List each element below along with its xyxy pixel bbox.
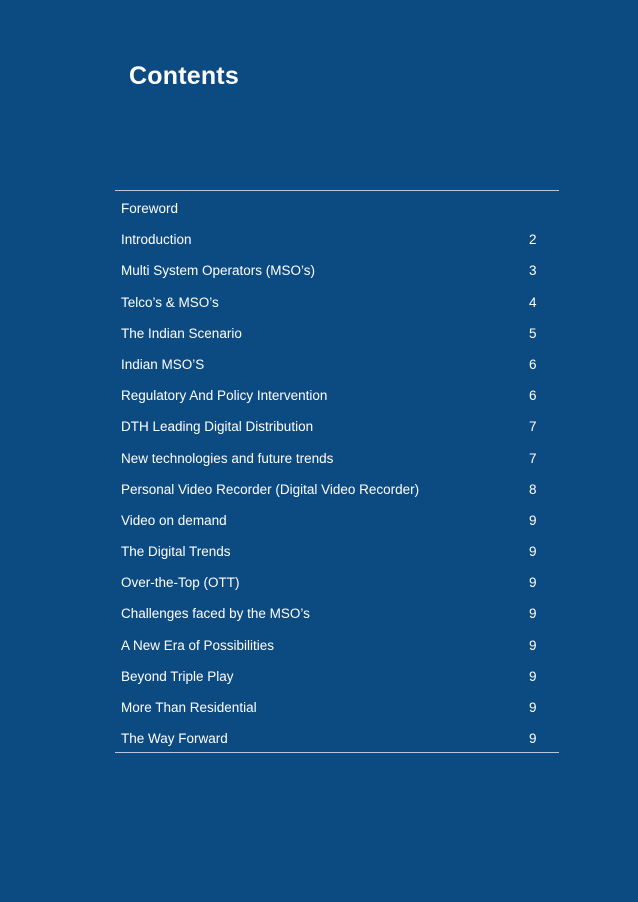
toc-entry-more-than-residential[interactable] — [115, 692, 559, 723]
toc-entry-page: 9 — [529, 512, 537, 528]
toc-entry-digital-trends[interactable] — [115, 536, 559, 567]
toc-entry-title: Regulatory And Policy Intervention — [121, 388, 328, 404]
toc-entry-over-the-top[interactable] — [115, 567, 559, 598]
toc-entry-title: More Than Residential — [121, 700, 257, 715]
toc-entry-beyond-triple-play[interactable] — [115, 661, 559, 692]
toc-entry-indian-scenario[interactable] — [115, 318, 559, 349]
toc-entry-page: 9 — [529, 700, 537, 715]
toc-entry-page: 7 — [529, 450, 537, 466]
table-of-contents — [115, 190, 559, 753]
toc-entry-page: 5 — [529, 325, 537, 341]
toc-entry-title: Personal Video Recorder (Digital Video Recorder) — [121, 481, 420, 497]
page-title: Contents — [129, 62, 239, 90]
toc-entry-page: 9 — [529, 668, 537, 684]
toc-entry-title: Beyond Triple Play — [121, 668, 234, 684]
toc-entry-title: New technologies and future trends — [121, 450, 334, 466]
toc-entry-title: Multi System Operators (MSO’s) — [121, 263, 316, 279]
toc-entry-title: The Way Forward — [121, 731, 228, 747]
toc-entry-title: Video on demand — [121, 512, 227, 528]
toc-entry-page: 2 — [529, 232, 537, 248]
toc-entry-challenges[interactable] — [115, 598, 559, 629]
toc-entry-title: Introduction — [121, 232, 192, 248]
toc-entry-title: Foreword — [121, 201, 179, 216]
toc-entry-dth-distribution[interactable] — [115, 411, 559, 442]
toc-entry-page: 8 — [529, 481, 537, 497]
toc-entry-title: Telco’s & MSO’s — [121, 294, 219, 310]
toc-entry-multi-system-operators[interactable] — [115, 255, 559, 286]
toc-entry-page: 6 — [529, 356, 537, 372]
toc-entry-new-era[interactable] — [115, 630, 559, 661]
toc-entry-video-on-demand[interactable] — [115, 505, 559, 536]
toc-entry-regulatory-policy[interactable] — [115, 380, 559, 411]
toc-entry-page: 9 — [529, 637, 537, 653]
toc-entry-foreword[interactable] — [115, 193, 559, 224]
toc-entry-page: 9 — [529, 731, 537, 747]
toc-entry-new-technologies[interactable] — [115, 443, 559, 474]
toc-entry-page: 9 — [529, 575, 537, 591]
toc-entry-page: 6 — [529, 388, 537, 404]
toc-entry-title: A New Era of Possibilities — [121, 637, 275, 653]
toc-entry-telcos-and-msos[interactable] — [115, 287, 559, 318]
toc-entry-page: 9 — [529, 544, 537, 560]
toc-entry-page: 7 — [529, 419, 537, 435]
toc-entry-personal-video-recorder[interactable] — [115, 474, 559, 505]
toc-entry-title: Over-the-Top (OTT) — [121, 575, 240, 591]
toc-entry-title: The Indian Scenario — [121, 325, 242, 341]
toc-entry-page: 4 — [529, 294, 537, 310]
toc-entry-page: 9 — [529, 606, 537, 622]
toc-entry-title: Challenges faced by the MSO’s — [121, 606, 310, 622]
toc-entry-title: DTH Leading Digital Distribution — [121, 419, 314, 435]
toc-entry-title: Indian MSO’S — [121, 356, 205, 372]
toc-entry-introduction[interactable] — [115, 224, 559, 255]
toc-entry-title: The Digital Trends — [121, 544, 231, 560]
toc-entry-indian-msos[interactable] — [115, 349, 559, 380]
toc-entry-way-forward[interactable] — [115, 723, 559, 752]
toc-entry-page: 3 — [529, 263, 537, 279]
